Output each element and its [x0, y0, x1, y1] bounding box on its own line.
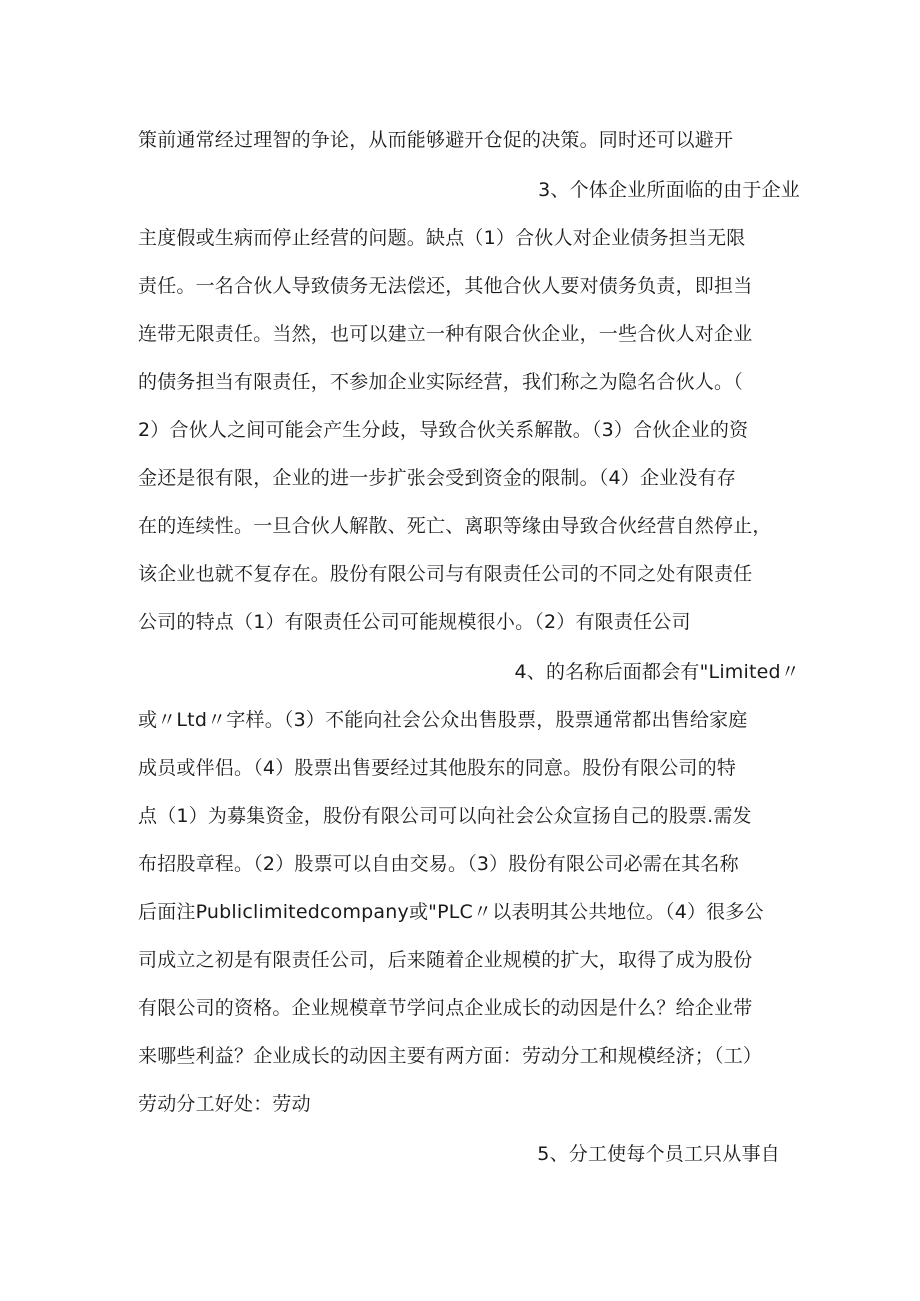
section-heading-5: 5、分工使每个员工只从事自	[537, 1143, 780, 1165]
section-heading-4: 4、的名称后面都会有"Limited〃	[514, 661, 800, 683]
text-line: 连带无限责任。当然，也可以建立一种有限合伙企业，一些合伙人对企业	[138, 323, 753, 345]
text-line: 来哪些利益？企业成长的动因主要有两方面：劳动分工和规模经济；（工）	[138, 1045, 763, 1067]
text-line: 的债务担当有限责任，不参加企业实际经营，我们称之为隐名合伙人。（	[138, 371, 743, 393]
text-line: 2）合伙人之间可能会产生分歧，导致合伙关系解散。（3）合伙企业的资	[138, 419, 749, 441]
text-line: 金还是很有限，企业的进一步扩张会受到资金的限制。（4）企业没有存	[138, 467, 736, 489]
text-line: 布招股章程。（2）股票可以自由交易。（3）股份有限公司必需在其名称	[138, 853, 739, 875]
text-line: 或〃Ltd〃字样。（3）不能向社会公众出售股票，股票通常都出售给家庭	[138, 709, 748, 731]
text-line: 该企业也就不复存在。股份有限公司与有限责任公司的不同之处有限责任	[138, 563, 753, 585]
text-line: 责任。一名合伙人导致债务无法偿还，其他合伙人要对债务负责，即担当	[138, 275, 753, 297]
text-line: 策前通常经过理智的争论，从而能够避开仓促的决策。同时还可以避开	[138, 129, 734, 151]
text-line: 成员或伴侣。（4）股票出售要经过其他股东的同意。股份有限公司的特	[138, 757, 736, 779]
text-line: 有限公司的资格。企业规模章节学问点企业成长的动因是什么？给企业带	[138, 997, 753, 1019]
text-line: 公司的特点（1）有限责任公司可能规模很小。（2）有限责任公司	[138, 611, 691, 633]
text-line: 劳动分工好处：劳动	[138, 1093, 311, 1115]
text-line: 后面注Publiclimitedcompany或"PLC〃以表明其公共地位。（4）很多公	[138, 901, 764, 923]
text-line: 司成立之初是有限责任公司，后来随着企业规模的扩大，取得了成为股份	[138, 949, 753, 971]
text-line: 主度假或生病而停止经营的问题。缺点（1）合伙人对企业债务担当无限	[138, 227, 746, 249]
text-line: 在的连续性。一旦合伙人解散、死亡、离职等缘由导致合伙经营自然停止，	[138, 515, 772, 537]
text-line: 点（1）为募集资金，股份有限公司可以向社会公众宣扬自己的股票.需发	[138, 805, 752, 827]
section-heading-3: 3、个体企业所面临的由于企业	[538, 179, 800, 201]
